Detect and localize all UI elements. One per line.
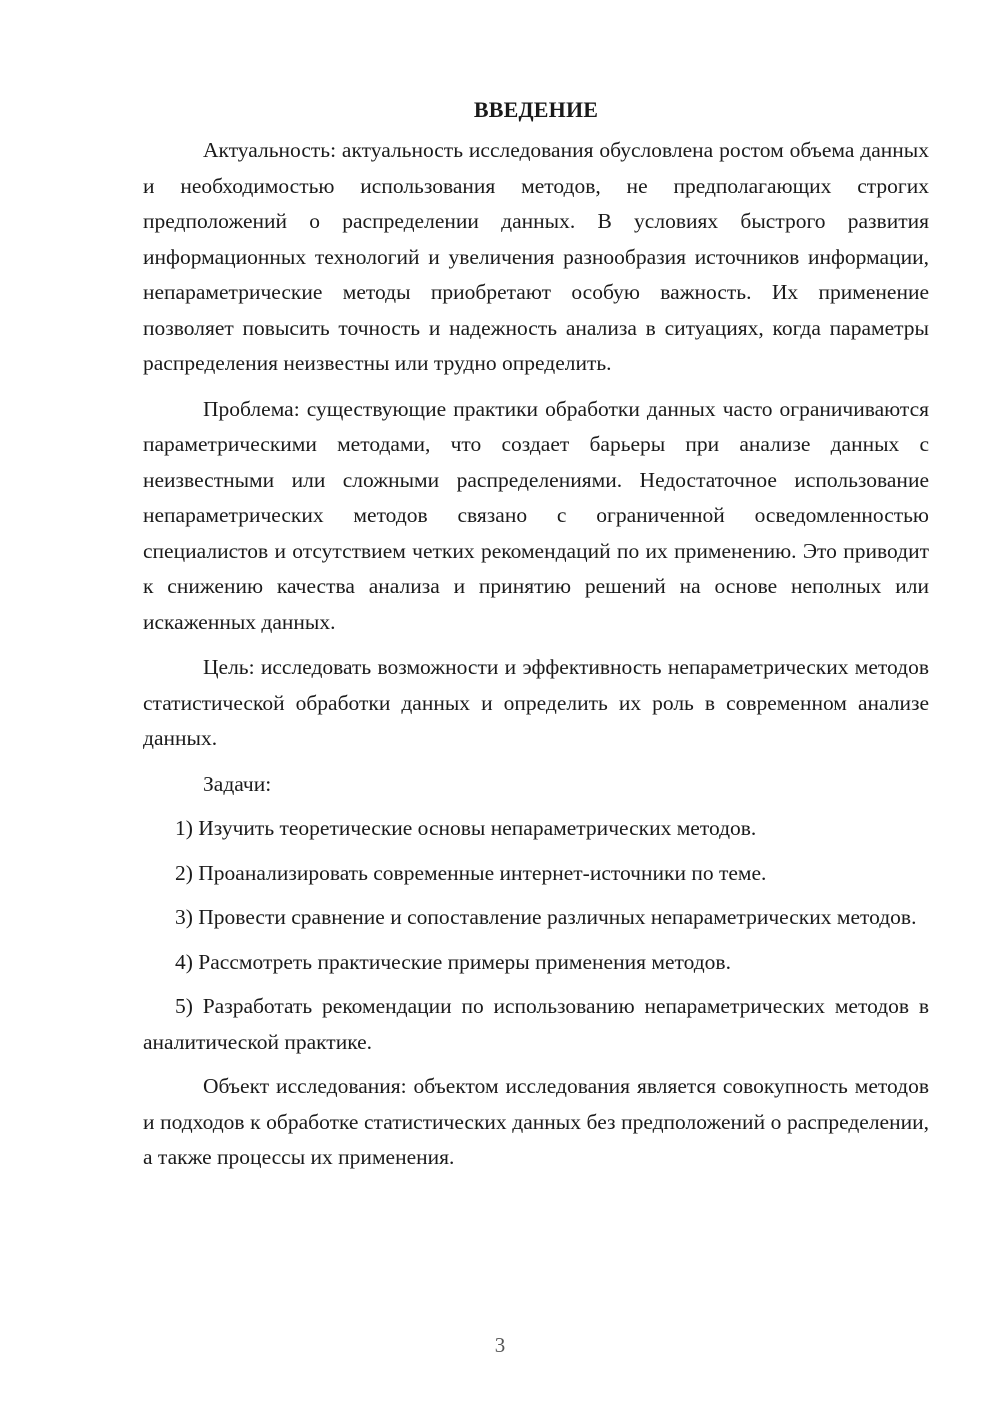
paragraph-goal: Цель: исследовать возможности и эффективность непараметрических методов статистической обработки данных и определить их роль в современном анализе данных. [143, 655, 929, 750]
task-item-5: 5) Разработать рекомендации по использованию непараметрических методов в аналитической практике. [143, 994, 929, 1054]
task-item-4: 4) Рассмотреть практические примеры применения методов. [175, 949, 731, 974]
page-number: 3 [494, 1333, 506, 1357]
document-page [143, 94, 929, 1176]
paragraph-object: Объект исследования: объектом исследования является совокупность методов и подходов к обработке статистических данных без предположений о распределении, а также процессы их применения. [143, 1074, 929, 1169]
task-item-1: 1) Изучить теоретические основы непараметрических методов. [175, 816, 757, 840]
task-item-3: 3) Провести сравнение и сопоставление различных непараметрических методов. [175, 905, 917, 929]
task-item-2: 2) Проанализировать современные интернет-источники по теме. [175, 860, 767, 885]
paragraph-relevance: Актуальность: актуальность исследования обусловлена ростом объема данных и необходимостью использования методов, не предполагающих строгих предположений о распределении данных. В условиях быстрого развития информационных технологий и увеличения разнообразия источников информации, непараметрические методы приобретают особую важность. Их применение позволяет повысить точность и надежность анализа в ситуациях, когда параметры распределения неизвестны или трудно определить. [143, 138, 929, 375]
section-title: ВВЕДЕНИЕ [473, 97, 599, 122]
tasks-heading: Задачи: [203, 771, 272, 796]
paragraph-problem: Проблема: существующие практики обработки данных часто ограничиваются параметрическими методами, что создает барьеры при анализе данных с неизвестными или сложными распределениями. Недостаточное использование непараметрических методов связано с ограниченной осведомленностью специалистов и отсутствием четких рекомендаций по их применению. Это приводит к снижению качества анализа и принятию решений на основе неполных или искаженных данных. [143, 396, 929, 634]
